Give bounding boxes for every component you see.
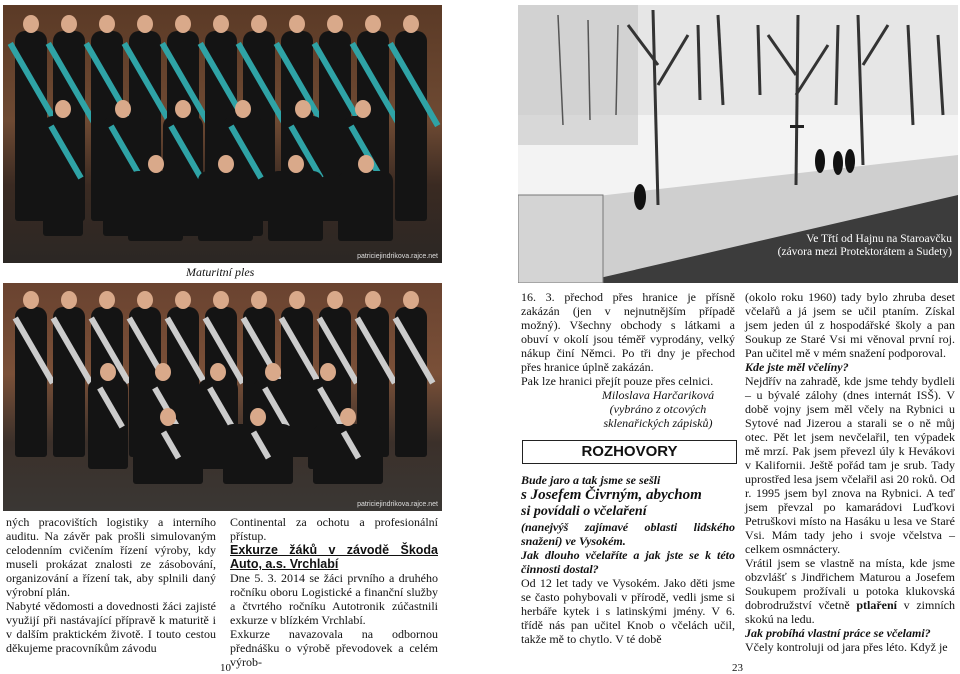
person-head bbox=[235, 100, 251, 118]
person-head bbox=[61, 15, 77, 33]
person-silhouette bbox=[198, 171, 253, 241]
person-head bbox=[403, 291, 419, 309]
person-head bbox=[55, 100, 71, 118]
intro-line: Bude jaro a tak jsme se sešli bbox=[521, 473, 661, 487]
person-silhouette bbox=[128, 171, 183, 241]
person-head bbox=[213, 291, 229, 309]
intro-line: (nanejvýš zajímavé oblasti lidského snažení) ve Vysokém. bbox=[521, 520, 735, 548]
person-head bbox=[213, 15, 229, 33]
person-head bbox=[160, 408, 176, 426]
person-head bbox=[288, 155, 304, 173]
person-head bbox=[115, 100, 131, 118]
photo-watermark: patriciejindrikova.rajce.net bbox=[357, 501, 438, 508]
person-head bbox=[355, 100, 371, 118]
bold-term: ptlaření bbox=[856, 598, 897, 612]
right-column-2 bbox=[745, 290, 955, 654]
paragraph: Exkurze navazovala na odbornou přednášku o výrobě převodovek a celém výrob- bbox=[230, 627, 438, 669]
historic-border-photo bbox=[518, 5, 958, 283]
person-head bbox=[327, 15, 343, 33]
question: Jak dlouho včelaříte a jak jste se k této činnosti dostal? bbox=[521, 548, 735, 576]
person-head bbox=[137, 15, 153, 33]
photo-caption: Ve Třtí od Hajnu na Staroavčku (závora mezi Protektorátem a Sudety) bbox=[777, 233, 952, 258]
person-head bbox=[365, 291, 381, 309]
person-head bbox=[155, 363, 171, 381]
answer: Včely kontroluji od jara přes léto. Když je bbox=[745, 640, 948, 654]
left-column-2 bbox=[230, 515, 438, 669]
section-box: ROZHOVORY bbox=[522, 440, 737, 464]
person-head bbox=[365, 15, 381, 33]
person-head bbox=[148, 155, 164, 173]
person-silhouette bbox=[338, 171, 393, 241]
paragraph: ných pracovištích logistiky a interního auditu. Na závěr pak prošli simulovaným celodenním cvičením řízení výroby, kdy museli prokázat znalosti ze zásobování, organizování a řízení tak, aby splnili daný výrobní plán. bbox=[6, 515, 216, 599]
person-head bbox=[210, 363, 226, 381]
paragraph: Nabyté vědomosti a dovednosti žáci zajisté využijí při nastávající přípravě k maturitě i v dalším praktickém životě. I touto cestou děkujeme pracovníkům závodu bbox=[6, 599, 216, 655]
intro-line: si povídali o včelaření bbox=[521, 504, 647, 519]
paragraph: Dne 5. 3. 2014 se žáci prvního a druhého ročníku oboru Logistické a finanční služby a čtvrtého ročníku Autotronik zúčastnili exkurze v blízkém Vrchlabí. bbox=[230, 571, 438, 627]
right-column-1 bbox=[521, 290, 735, 430]
person-head bbox=[175, 15, 191, 33]
signature-note: sklenařických zápisků) bbox=[603, 416, 713, 430]
person-head bbox=[175, 100, 191, 118]
person-head bbox=[99, 291, 115, 309]
person-head bbox=[403, 15, 419, 33]
person-head bbox=[251, 15, 267, 33]
person-head bbox=[327, 291, 343, 309]
person-head bbox=[218, 155, 234, 173]
left-column-1 bbox=[6, 515, 216, 655]
paragraph: Pak lze hranici přejít pouze přes celnici. bbox=[521, 374, 714, 388]
person-head bbox=[251, 291, 267, 309]
photo-caption: Maturitní ples bbox=[186, 265, 255, 279]
paragraph: 16. 3. přechod přes hranice je přísně zakázán (jen v nejnutnějším případě možný). Všechny obchody s látkami a obuví v okolí jsou téměř vyprodány, velký nákup činí Němci. Po tři dny je přechod přes hranice úplně zakázán. bbox=[521, 290, 735, 374]
answer: (okolo roku 1960) tady bylo zhruba deset včelařů a já jsem se učil ptaním. Získal jsem jeden úl z hospodářské školy a pan Soukup ze Staré Vsi mi věnoval první roj. Pan učitel mě v mém snažení podporoval. bbox=[745, 290, 955, 360]
person-head bbox=[23, 291, 39, 309]
prom-photo-2 bbox=[3, 283, 442, 511]
person-head bbox=[340, 408, 356, 426]
question: Jak probíhá vlastní práce se včelami? bbox=[745, 626, 931, 640]
person-head bbox=[100, 363, 116, 381]
page-number: 10 bbox=[220, 662, 231, 674]
prom-photo-1 bbox=[3, 5, 442, 263]
person-head bbox=[250, 408, 266, 426]
photo-watermark: patriciejindrikova.rajce.net bbox=[357, 253, 438, 260]
answer: Od 12 let tady ve Vysokém. Jako děti jsme se často pohybovali v přírodě, vedli jsme si herbáře kytek i s latinskými jmény. V 6. třídě nás pan učitel Knob o včelách učil, takže mě to chytlo. V té době bbox=[521, 576, 735, 646]
person-head bbox=[23, 15, 39, 33]
person-head bbox=[265, 363, 281, 381]
person-head bbox=[289, 15, 305, 33]
question: Kde jste měl včelíny? bbox=[745, 360, 849, 374]
person-head bbox=[289, 291, 305, 309]
person-silhouette bbox=[268, 171, 323, 241]
section-heading: Exkurze žáků v závodě Škoda Auto, a.s. Vrchlabí bbox=[230, 543, 438, 571]
person-head bbox=[137, 291, 153, 309]
person-head bbox=[99, 15, 115, 33]
answer: Nejdřív na zahradě, kde jsme tehdy bydleli – u bývalé zálohy (dnes internát ISŠ). V době vojny jsem měl včely na Rybnici u Sytové nad Jizerou a starali se o ně můj otec. Pět let jsem nevčelařil, ten výpadek mě mrzí. Pak jsem převezl úly k Hevákovi v Kalifornii. Ještě pořád tam je srub. Tady uprostřed lesa jsem včelařil asi 20 roků. Od r. 1995 jsem byl znova na Rybnici. A teď jsem převzal po kamarádovi Luďkovi Petruškovi místo na Hasáku u lesa ve Staré Vsi. Mám tady jeho i svoje včelstva – celkem osmnáctery. bbox=[745, 374, 955, 556]
person-head bbox=[295, 100, 311, 118]
person-head bbox=[358, 155, 374, 173]
paragraph: Continental za ochotu a profesionální přístup. bbox=[230, 515, 438, 543]
signature-note: (vybráno z otcových bbox=[609, 402, 707, 416]
person-head bbox=[320, 363, 336, 381]
interview-intro bbox=[521, 473, 735, 646]
person-head bbox=[175, 291, 191, 309]
page-number: 23 bbox=[732, 662, 743, 674]
interview-name: s Josefem Čivrným, abychom bbox=[521, 487, 702, 503]
signature: Miloslava Harčariková bbox=[601, 388, 715, 402]
person-head bbox=[61, 291, 77, 309]
answer: Vrátil jsem se vlastně na místa, kde jsme obzvlášť s Jindřichem Maturou a Josefem Soukupem prožívali u potoka klukovská dobrodružství včetně ptlaření v zimních skokú na ledu. bbox=[745, 556, 956, 626]
